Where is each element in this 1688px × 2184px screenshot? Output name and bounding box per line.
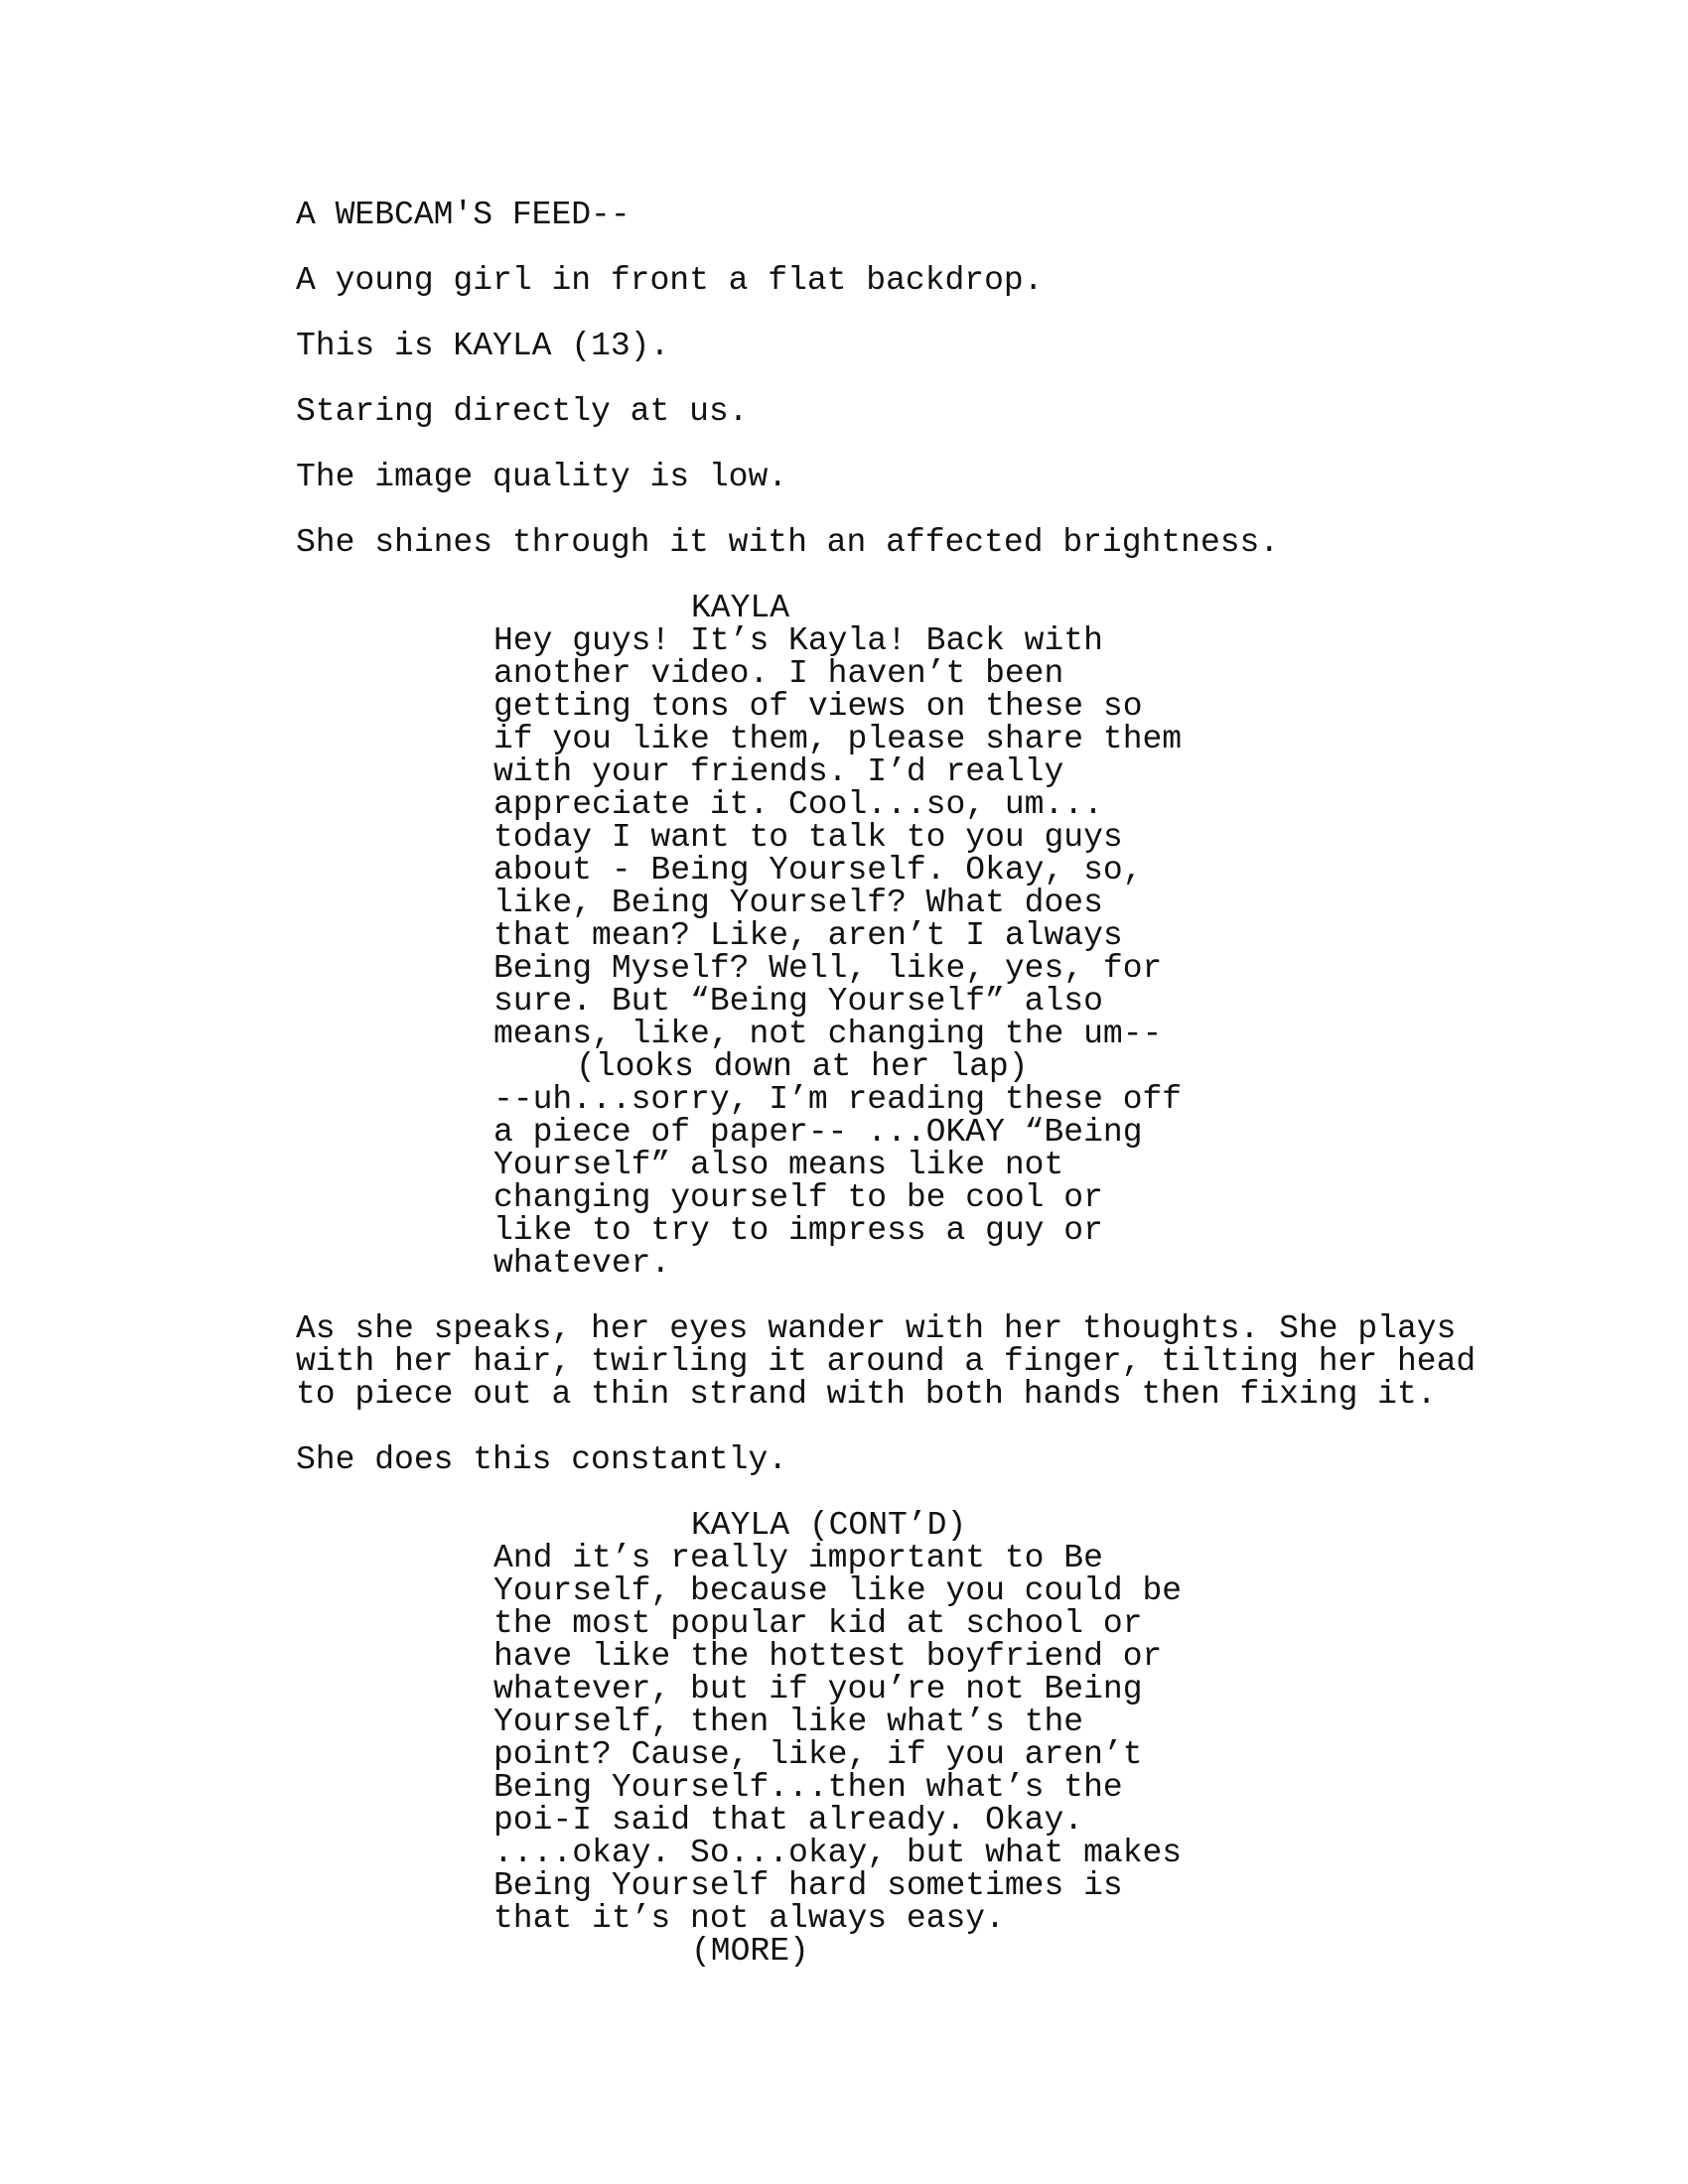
dialogue-line: Yourself, because like you could be [493,1572,1183,1609]
dialogue-line: today I want to talk to you guys [493,819,1123,856]
dialogue-line: changing yourself to be cool or [493,1179,1103,1216]
dialogue-line: appreciate it. Cool...so, um... [493,786,1103,823]
dialogue-line: And it’s really important to Be [493,1540,1103,1576]
dialogue-line: whatever. [493,1245,671,1282]
character-name: KAYLA [691,590,790,626]
action-line: She shines through it with an affected brightness. [296,524,1280,561]
dialogue-line: that it’s not always easy. [493,1900,1005,1937]
action-line: This is KAYLA (13). [296,328,670,364]
dialogue-line: Yourself” also means like not [493,1147,1064,1183]
dialogue-line: poi-I said that already. Okay. [493,1802,1084,1839]
dialogue-line: Being Yourself...then what’s the [493,1769,1123,1806]
dialogue-line: that mean? Like, aren’t I always [493,917,1123,954]
dialogue-line: like to try to impress a guy or [493,1212,1103,1249]
dialogue-line: means, like, not changing the um-- [493,1016,1163,1052]
character-name: KAYLA (CONT’D) [691,1507,967,1544]
dialogue-line: Hey guys! It’s Kayla! Back with [493,622,1103,659]
dialogue-line: about - Being Yourself. Okay, so, [493,852,1143,888]
action-line: A WEBCAM'S FEED-- [296,197,631,233]
dialogue-line: Yourself, then like what’s the [493,1704,1084,1740]
action-line: Staring directly at us. [296,393,749,430]
dialogue-line: have like the hottest boyfriend or [493,1638,1163,1675]
dialogue-line: another video. I haven’t been [493,655,1064,692]
dialogue-line: point? Cause, like, if you aren’t [493,1736,1143,1773]
action-line: A young girl in front a flat backdrop. [296,262,1044,299]
dialogue-line: sure. But “Being Yourself” also [493,983,1103,1020]
dialogue-line: Being Myself? Well, like, yes, for [493,950,1163,987]
action-line: She does this constantly. [296,1441,788,1478]
dialogue-line: like, Being Yourself? What does [493,885,1103,921]
dialogue-line: getting tons of views on these so [493,688,1143,725]
action-line: with her hair, twirling it around a finger, tilting her head [296,1343,1477,1380]
action-line: The image quality is low. [296,459,788,495]
dialogue-line: --uh...sorry, I’m reading these off [493,1081,1183,1118]
dialogue-line: Being Yourself hard sometimes is [493,1867,1123,1904]
dialogue-line: a piece of paper-- ...OKAY “Being [493,1114,1143,1151]
dialogue-line: whatever, but if you’re not Being [493,1671,1143,1707]
dialogue-line: ....okay. So...okay, but what makes [493,1835,1183,1871]
parenthetical: (looks down at her lap) [576,1048,1029,1085]
action-line: As she speaks, her eyes wander with her thoughts. She plays [296,1310,1457,1347]
dialogue-line: with your friends. I’d really [493,753,1064,790]
dialogue-line: the most popular kid at school or [493,1605,1143,1642]
dialogue-line: if you like them, please share them [493,721,1183,757]
action-line: to piece out a thin strand with both hands then fixing it. [296,1376,1437,1413]
more-marker: (MORE) [691,1933,809,1970]
